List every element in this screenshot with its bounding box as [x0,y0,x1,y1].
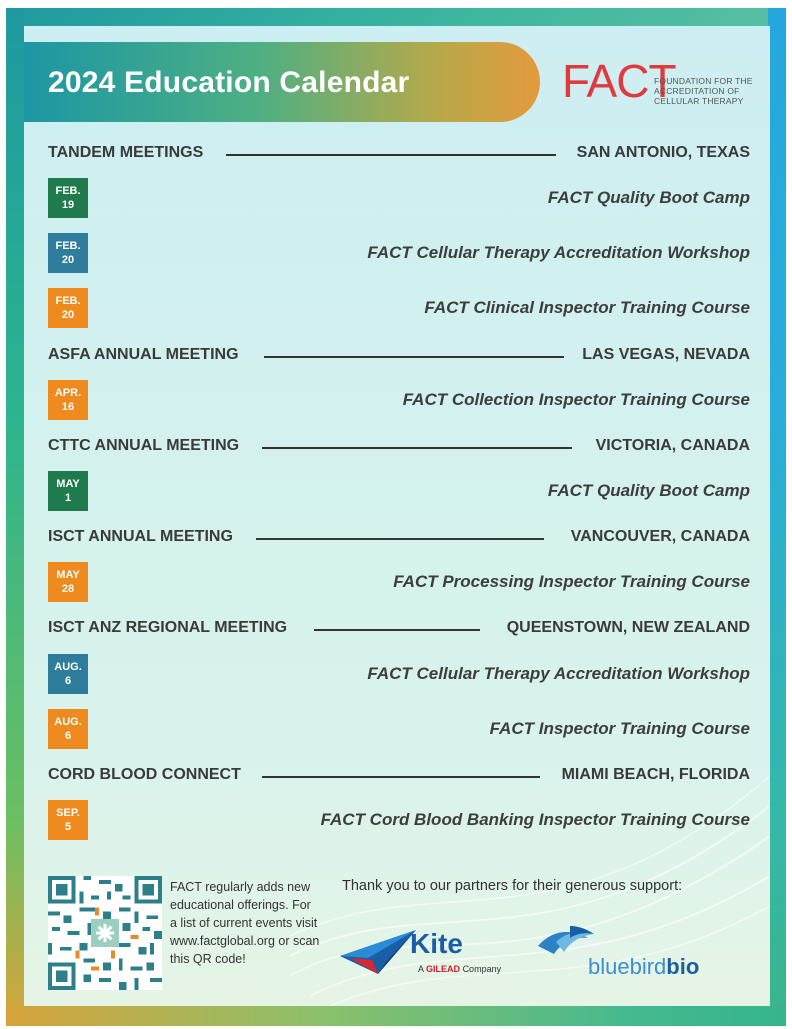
divider [264,356,564,358]
page-title: 2024 Education Calendar [48,66,410,99]
event-row [48,178,750,222]
kite-tagline [418,964,501,974]
date-month: SEP. [56,807,80,819]
divider [262,776,540,778]
bluebird-icon [536,924,596,960]
meeting-location: QUEENSTOWN, NEW ZEALAND [506,619,750,636]
event-name: FACT Quality Boot Camp [547,481,750,500]
date-badge [48,800,88,840]
meeting-header [48,528,750,550]
event-name: FACT Quality Boot Camp [547,188,750,207]
meeting-location: VICTORIA, CANADA [595,437,750,454]
event-row [48,654,750,698]
date-badge [48,709,88,749]
meeting-header [48,346,750,368]
kite-icon [338,928,420,980]
meeting-name: CORD BLOOD CONNECT [48,766,241,783]
bluebird-logo [536,924,756,984]
meeting-name: ISCT ANNUAL MEETING [48,528,233,545]
bluebird-wordmark [588,954,699,980]
event-name: FACT Cellular Therapy Accreditation Workshop [367,664,750,683]
frame-bottom-edge [6,1006,786,1026]
frame-left-edge [6,8,24,1026]
meeting-header [48,766,750,788]
date-day: 5 [64,821,72,833]
meeting-location: LAS VEGAS, NEVADA [582,346,750,363]
fact-logo-mark: FACT [562,55,676,107]
kite-tagline-c: Company [462,964,502,974]
bio-text: bio [666,954,700,979]
event-name: FACT Processing Inspector Training Course [393,572,750,591]
event-name: FACT Cord Blood Banking Inspector Training Course [320,810,750,829]
date-day: 1 [64,492,72,504]
event-name: FACT Cellular Therapy Accreditation Workshop [367,243,750,262]
calendar-panel [24,26,770,1006]
date-day: 20 [61,254,75,266]
fact-logo-line: ACCREDITATION OF [654,86,740,96]
date-month: AUG. [54,661,82,673]
date-day: 16 [61,401,75,413]
date-month: FEB. [55,185,81,197]
event-row [48,288,750,332]
meeting-location: VANCOUVER, CANADA [570,528,750,545]
date-day: 28 [61,583,75,595]
divider [262,447,572,449]
meeting-header [48,437,750,459]
date-badge [48,288,88,328]
bluebird-text: bluebird [588,954,667,979]
date-month: FEB. [55,240,81,252]
qr-code[interactable] [48,876,162,990]
date-badge [48,380,88,420]
date-month: MAY [56,478,80,490]
event-row [48,800,750,844]
fact-logo-text [654,76,753,106]
meeting-name: TANDEM MEETINGS [48,144,204,161]
kite-tagline-gilead: GILEAD [426,964,461,974]
meeting-header [48,619,750,641]
fact-logo-line: CELLULAR THERAPY [654,96,744,106]
date-month: FEB. [55,295,81,307]
date-day: 19 [61,199,75,211]
kite-tagline-a: A [418,964,424,974]
event-name: FACT Collection Inspector Training Course [402,390,750,409]
divider [256,538,544,540]
title-bar [24,42,540,122]
meeting-location: SAN ANTONIO, TEXAS [576,144,750,161]
date-badge [48,562,88,602]
date-badge [48,178,88,218]
date-month: MAY [56,569,80,581]
event-name: FACT Clinical Inspector Training Course [424,298,750,317]
divider [314,629,480,631]
meeting-name: ISCT ANZ REGIONAL MEETING [48,619,288,636]
kite-name: Kite [410,928,463,959]
event-row [48,562,750,606]
date-day: 20 [61,309,75,321]
date-month: AUG. [54,716,82,728]
partners-thanks: Thank you to our partners for their generous support: [342,878,683,894]
qr-note: FACT regularly adds new educational offerings. For a list of current events visit www.factglobal.org or scan this QR code! [170,880,320,966]
kite-logo [338,922,518,982]
meeting-name: CTTC ANNUAL MEETING [48,437,240,454]
event-row [48,233,750,277]
date-badge [48,233,88,273]
date-day: 6 [64,675,72,687]
divider [226,154,556,156]
meeting-header [48,144,750,166]
event-row [48,709,750,753]
fact-logo [562,56,762,116]
date-month: APR. [54,387,82,399]
meeting-name: ASFA ANNUAL MEETING [48,346,239,363]
event-row [48,471,750,515]
fact-logo-line: FOUNDATION FOR THE [654,76,753,86]
date-badge [48,654,88,694]
event-row [48,380,750,424]
event-name: FACT Inspector Training Course [489,719,750,738]
date-day: 6 [64,730,72,742]
date-badge [48,471,88,511]
frame-right-edge [768,8,786,1026]
meeting-location: MIAMI BEACH, FLORIDA [561,766,750,783]
